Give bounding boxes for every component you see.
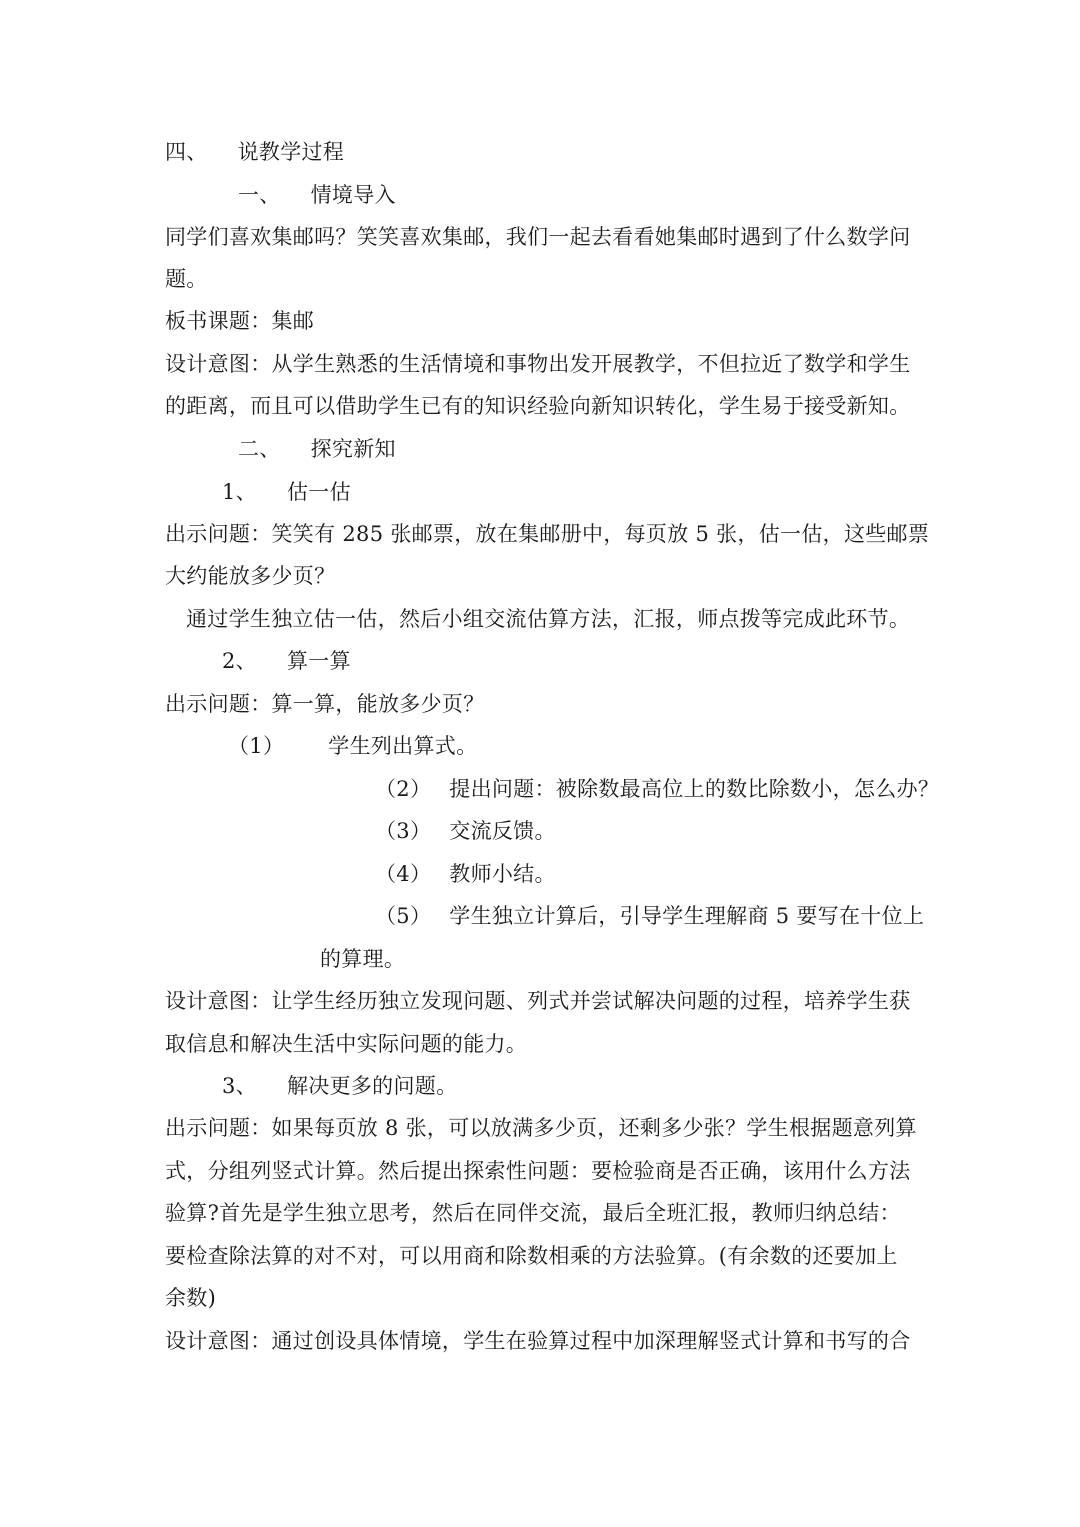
list-item-text: 学生独立计算后，引导学生理解商 5 要写在十位上 bbox=[449, 904, 925, 928]
part2-number: 二、 bbox=[238, 437, 281, 461]
step2-number: 2、 bbox=[222, 649, 257, 673]
list-item bbox=[228, 731, 477, 761]
intro-line-2: 题。 bbox=[165, 267, 208, 291]
list-item bbox=[375, 816, 556, 846]
list-item bbox=[375, 774, 939, 804]
step3-number: 3、 bbox=[222, 1074, 257, 1098]
list-item-number: （4） bbox=[375, 862, 432, 886]
list-item bbox=[375, 901, 924, 931]
part1-title: 情境导入 bbox=[310, 183, 396, 207]
step3-problem-line-4: 要检查除法算的对不对，可以用商和除数相乘的方法验算。(有余数的还要加上 bbox=[165, 1244, 898, 1268]
list-item-number: （3） bbox=[375, 819, 432, 843]
step3-problem-line-5: 余数) bbox=[165, 1286, 217, 1310]
step3-problem-line-3: 验算?首先是学生独立思考，然后在同伴交流，最后全班汇报，教师归纳总结： bbox=[165, 1201, 901, 1225]
step1-problem-line-2: 大约能放多少页？ bbox=[165, 564, 336, 588]
list-item-text: 提出问题：被除数最高位上的数比除数小，怎么办？ bbox=[449, 777, 940, 801]
list-item-continuation: 的算理。 bbox=[320, 947, 406, 971]
design-intent-1-line-1: 设计意图：从学生熟悉的生活情境和事物出发开展教学，不但拉近了数学和学生 bbox=[165, 352, 911, 376]
step3-title: 解决更多的问题。 bbox=[286, 1074, 458, 1098]
list-item-number: （1） bbox=[228, 734, 285, 758]
list-item-text: 交流反馈。 bbox=[449, 819, 556, 843]
step3-problem-line-1: 出示问题：如果每页放 8 张，可以放满多少页，还剩多少张？学生根据题意列算 bbox=[165, 1116, 917, 1140]
list-item-number: （2） bbox=[375, 777, 432, 801]
board-title: 板书课题：集邮 bbox=[165, 309, 315, 333]
step1-title: 估一估 bbox=[286, 480, 351, 504]
list-item-text: 教师小结。 bbox=[449, 862, 556, 886]
intro-line-1: 同学们喜欢集邮吗？笑笑喜欢集邮，我们一起去看看她集邮时遇到了什么数学问 bbox=[165, 225, 911, 249]
step2-problem: 出示问题：算一算，能放多少页？ bbox=[165, 692, 485, 716]
step1-problem-line-1: 出示问题：笑笑有 285 张邮票，放在集邮册中，每页放 5 张，估一估，这些邮票 bbox=[165, 522, 930, 546]
step2-title: 算一算 bbox=[286, 649, 351, 673]
step1-number: 1、 bbox=[222, 480, 257, 504]
part1-heading bbox=[238, 180, 396, 210]
design-intent-2-line-1: 设计意图：让学生经历独立发现问题、列式并尝试解决问题的过程，培养学生获 bbox=[165, 989, 911, 1013]
design-intent-1-line-2: 的距离，而且可以借助学生已有的知识经验向新知识转化，学生易于接受新知。 bbox=[165, 394, 911, 418]
step3-heading bbox=[222, 1071, 457, 1101]
step1-method: 通过学生独立估一估，然后小组交流估算方法，汇报，师点拨等完成此环节。 bbox=[186, 607, 911, 631]
part1-number: 一、 bbox=[238, 183, 281, 207]
section-title: 说教学过程 bbox=[237, 140, 345, 164]
list-item-text: 学生列出算式。 bbox=[328, 734, 478, 758]
list-item-number: （5） bbox=[375, 904, 432, 928]
step2-heading bbox=[222, 646, 351, 676]
section-number: 四、 bbox=[165, 140, 208, 164]
design-intent-2-line-2: 取信息和解决生活中实际问题的能力。 bbox=[165, 1032, 528, 1056]
step1-heading bbox=[222, 477, 351, 507]
part2-heading bbox=[238, 434, 396, 464]
section-heading bbox=[165, 137, 344, 167]
step3-problem-line-2: 式，分组列竖式计算。然后提出探索性问题：要检验商是否正确，该用什么方法 bbox=[165, 1159, 911, 1183]
design-intent-3-line-1: 设计意图：通过创设具体情境，学生在验算过程中加深理解竖式计算和书写的合 bbox=[165, 1329, 911, 1353]
list-item bbox=[375, 859, 556, 889]
part2-title: 探究新知 bbox=[310, 437, 396, 461]
